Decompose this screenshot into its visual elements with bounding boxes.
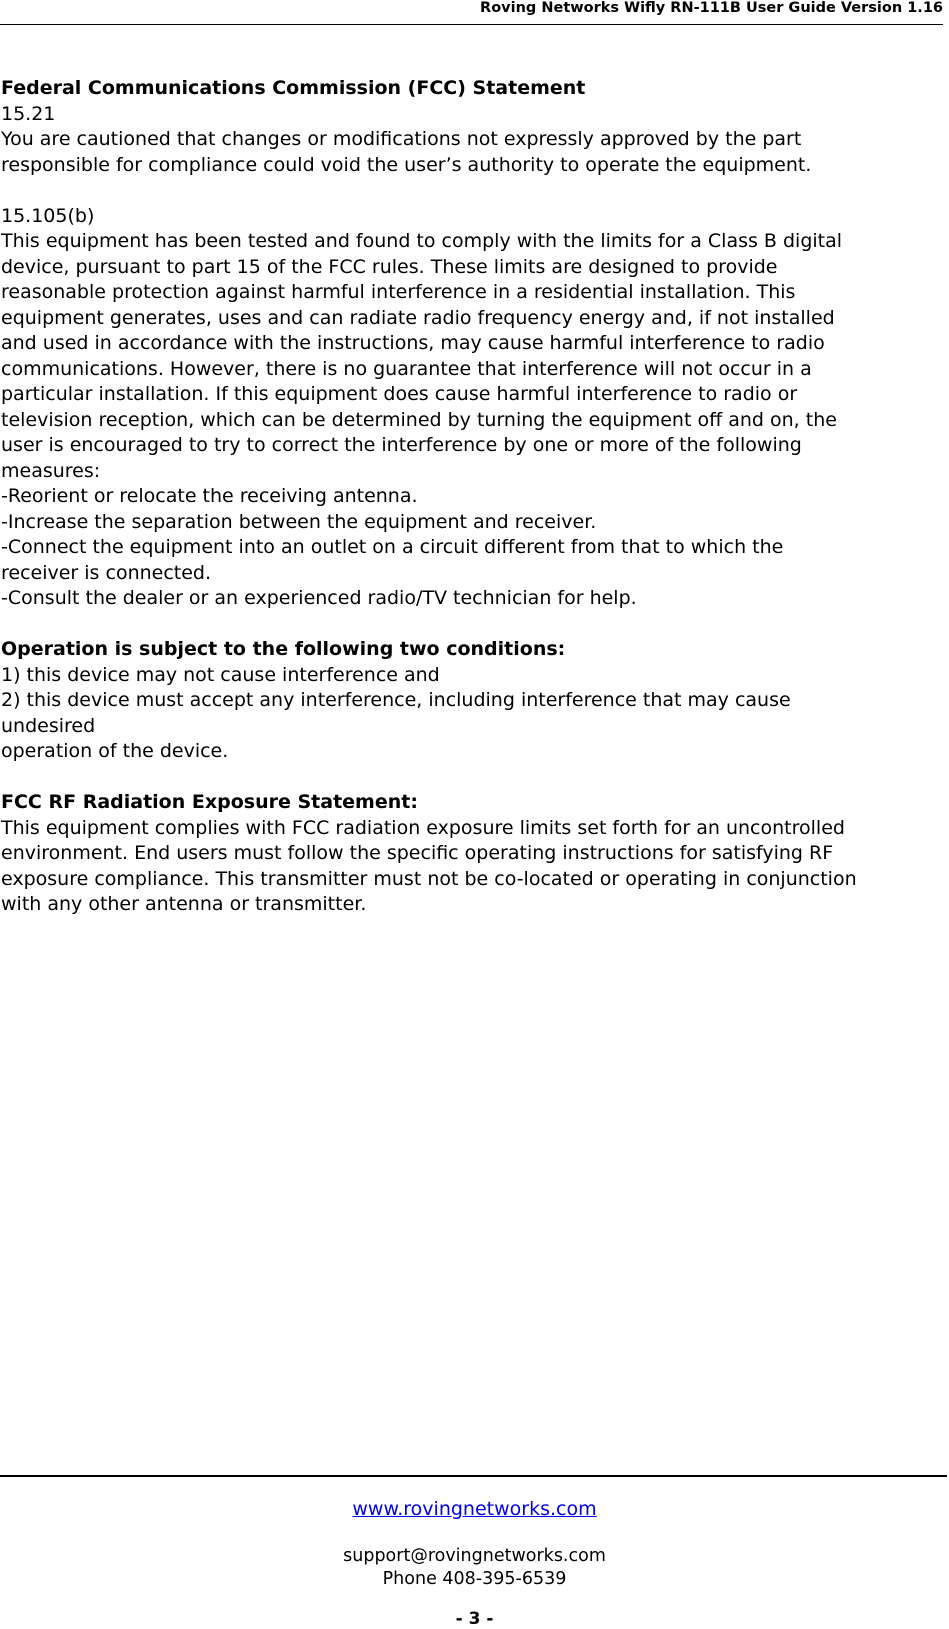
- footer-divider: [0, 1475, 947, 1477]
- page-header: [0, 0, 943, 25]
- measure-item: -Reorient or relocate the receiving antenna.: [1, 485, 418, 507]
- measure-item: -Connect the equipment into an outlet on a circuit different from that to which the receiver is connected.: [1, 536, 784, 584]
- measure-item: -Consult the dealer or an experienced radio/TV technician for help.: [1, 587, 637, 609]
- measure-item: -Increase the separation between the equipment and receiver.: [1, 510, 597, 533]
- website-link[interactable]: www.rovingnetworks.com: [352, 1498, 597, 1520]
- section-15-21-text: You are cautioned that changes or modifications not expressly approved by the part responsible for compliance could void the user’s authority to operate the equipment.: [1, 128, 812, 176]
- support-phone: Phone 408-395-6539: [382, 1569, 567, 1589]
- conditions-heading: Operation is subject to the following two conditions:: [1, 638, 566, 660]
- header-title: Roving Networks Wifly RN-111B User Guide Version 1.16: [480, 0, 943, 16]
- support-email: support@rovingnetworks.com: [343, 1546, 606, 1566]
- section-15-105b-text: This equipment has been tested and found to comply with the limits for a Class B digital device, pursuant to part 15 of the FCC rules. These limits are designed to provide reasonable protection against harmful interference in a residential installation. This equipment generates, uses and can radiate radio frequency energy and, if not installed and used in accordance with the instructions, may cause harmful interference to radio communications. However, there is no guarantee that interference will not occur in a particular installation. If this equipment does cause harmful interference to radio or television reception, which can be determined by turning the equipment off and on, the user is encouraged to try to correct the interference by one or more of the following measures:: [1, 230, 843, 482]
- condition-item: 2) this device must accept any interference, including interference that may cause undesired operation of the device.: [1, 689, 791, 762]
- section-15-21-label: 15.21: [1, 102, 56, 125]
- rf-exposure-text: This equipment complies with FCC radiation exposure limits set forth for an uncontrolled environment. End users must follow the specific operating instructions for satisfying RF exposure compliance. This transmitter must not be co-located or operating in conjunction with any other antenna or transmitter.: [1, 816, 857, 915]
- page-number: - 3 -: [455, 1609, 494, 1629]
- fcc-statement-heading: Federal Communications Commission (FCC) Statement: [1, 77, 586, 99]
- rf-exposure-heading: FCC RF Radiation Exposure Statement:: [1, 791, 418, 813]
- section-15-105b-label: 15.105(b): [1, 204, 95, 227]
- condition-item: 1) this device may not cause interference and: [1, 663, 440, 686]
- document-body: [1, 76, 945, 918]
